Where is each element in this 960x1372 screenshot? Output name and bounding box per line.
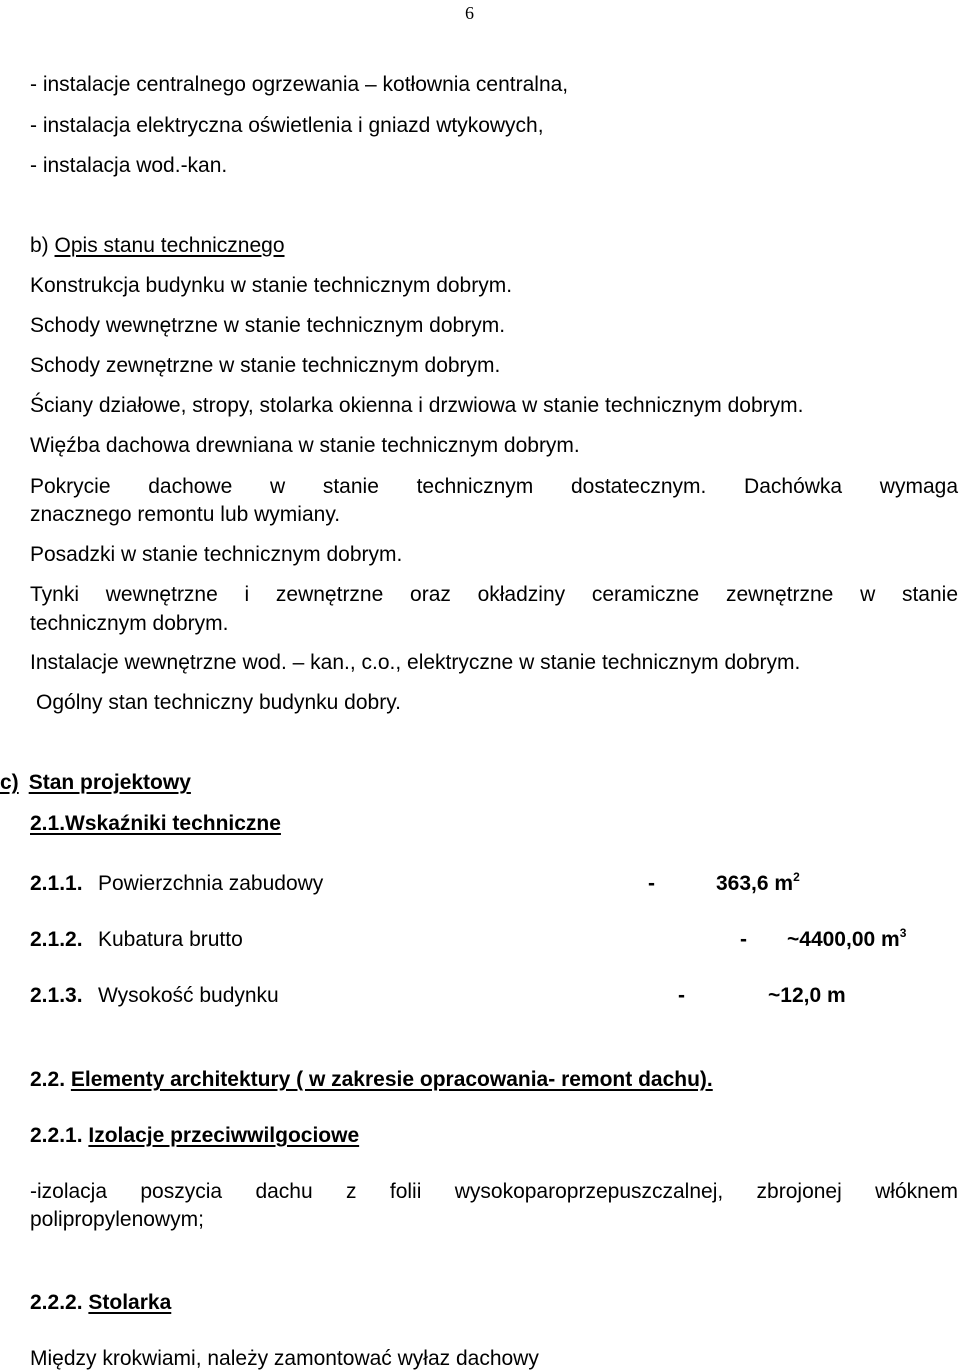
damp-proofing-text: -izolacja poszycia dachu z folii wysokoparoprzepuszczalnej, zbrojonej włóknem bbox=[30, 1180, 958, 1203]
joinery-heading bbox=[30, 1292, 171, 1313]
section-c-label: c) bbox=[0, 771, 19, 794]
indicator-dash: - bbox=[648, 872, 655, 895]
section-b-title: Opis stanu technicznego bbox=[54, 234, 285, 257]
indicators-heading: 2.1.Wskaźniki techniczne bbox=[30, 812, 281, 835]
joinery-title: Stolarka bbox=[88, 1291, 172, 1314]
roof-condition-line: Pokrycie dachowe w stanie technicznym dostatecznym. Dachówka wymaga bbox=[30, 475, 958, 498]
indicator-value: 363,6 $m^2$ bbox=[716, 870, 800, 895]
indicator-label: Wysokość budynku bbox=[98, 984, 279, 1007]
condition-line: Schody wewnętrzne w stanie technicznym dobrym. bbox=[30, 314, 506, 337]
damp-proofing-title: Izolacje przeciwwilgociowe bbox=[88, 1124, 360, 1147]
plaster-condition-line: Tynki wewnętrzne i zewnętrzne oraz okładziny ceramiczne zewnętrzne w stanie bbox=[30, 583, 958, 606]
plaster-condition-line: technicznym dobrym. bbox=[30, 612, 229, 635]
indicator-dash: - bbox=[740, 928, 747, 951]
elements-title: Elementy architektury ( w zakresie opracowania- remont dachu). bbox=[70, 1068, 713, 1091]
floors-condition: Posadzki w stanie technicznym dobrym. bbox=[30, 543, 403, 566]
section-b-heading bbox=[30, 235, 285, 256]
condition-line: Schody zewnętrzne w stanie technicznym dobrym. bbox=[30, 354, 501, 377]
unit-superscript: 3 bbox=[899, 926, 907, 940]
installations-condition: Instalacje wewnętrzne wod. – kan., c.o., elektryczne w stanie technicznym dobrym. bbox=[30, 651, 801, 674]
page-number: 6 bbox=[465, 3, 474, 23]
indicator-number: 2.1.1. bbox=[30, 872, 83, 895]
section-b-label: b) bbox=[30, 234, 49, 257]
damp-proofing-text: polipropylenowym; bbox=[30, 1208, 204, 1231]
joinery-number: 2.2.2. bbox=[30, 1291, 83, 1314]
elements-heading bbox=[30, 1069, 713, 1090]
indicator-label: Powierzchnia zabudowy bbox=[98, 872, 324, 895]
indicator-number: 2.1.2. bbox=[30, 928, 83, 951]
condition-line: Więźba dachowa drewniana w stanie technicznym dobrym. bbox=[30, 434, 580, 457]
list-item: - instalacja elektryczna oświetlenia i gniazd wtykowych, bbox=[30, 114, 544, 137]
list-item: - instalacje centralnego ogrzewania – kotłownia centralna, bbox=[30, 73, 569, 96]
roof-condition-line: znacznego remontu lub wymiany. bbox=[30, 503, 341, 526]
indicator-label: Kubatura brutto bbox=[98, 928, 243, 951]
damp-proofing-heading bbox=[30, 1125, 359, 1146]
indicator-number: 2.1.3. bbox=[30, 984, 83, 1007]
section-c-title: Stan projektowy bbox=[28, 771, 191, 794]
joinery-text: Między krokwiami, należy zamontować wyłaz dachowy bbox=[30, 1347, 539, 1370]
indicator-value: ~4400,00 $m^3$ bbox=[787, 926, 907, 951]
indicator-value: ~12,0 m bbox=[768, 984, 846, 1007]
list-item: - instalacja wod.-kan. bbox=[30, 154, 228, 177]
indicator-dash: - bbox=[678, 984, 685, 1007]
general-condition: Ogólny stan techniczny budynku dobry. bbox=[36, 691, 401, 714]
unit-superscript: 2 bbox=[793, 870, 800, 884]
elements-number: 2.2. bbox=[30, 1068, 66, 1091]
section-c-heading bbox=[0, 772, 191, 793]
condition-line: Ściany działowe, stropy, stolarka okienna i drzwiowa w stanie technicznym dobrym. bbox=[30, 394, 804, 417]
condition-line: Konstrukcja budynku w stanie technicznym dobrym. bbox=[30, 274, 513, 297]
damp-proofing-number: 2.2.1. bbox=[30, 1124, 83, 1147]
